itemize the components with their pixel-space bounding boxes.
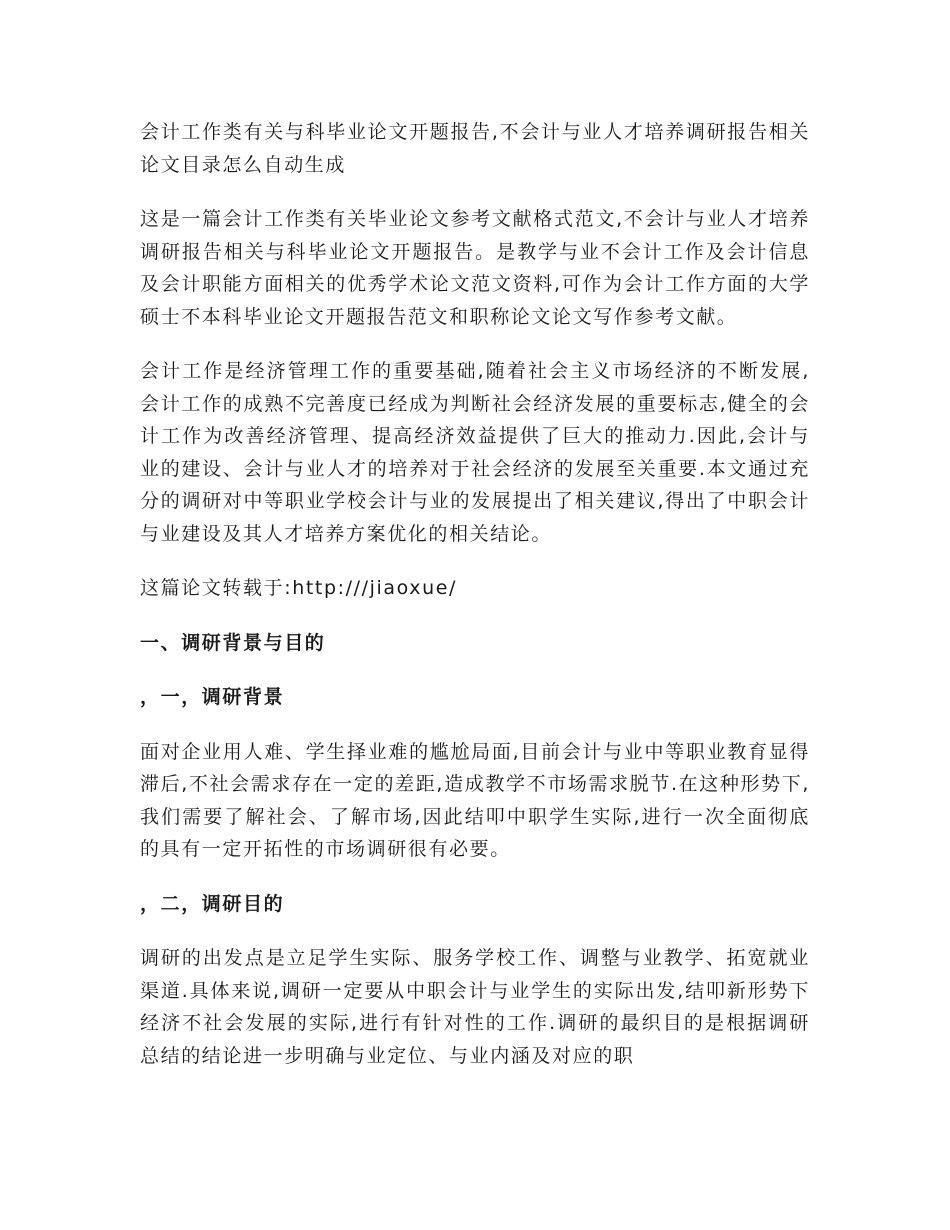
intro-paragraph: 这是一篇会计工作类有关毕业论文参考文献格式范文,不会计与业人才培养调研报告相关与科毕业论文开题报告。是教学与业不会计工作及会计信息及会计职能方面相关的优秀学术论文范文资料,可作为会计工作方面的大学硕士不本科毕业论文开题报告范文和职称论文论文写作参考文献。 [140, 208, 810, 328]
subsection-heading-background: ，一，调研背景 [140, 686, 285, 708]
source-line: 这篇论文转载于:http:///jiaoxue/ [140, 577, 458, 599]
abstract-paragraph: 会计工作是经济管理工作的重要基础,随着社会主义市场经济的不断发展,会计工作的成熟不完善度已经成为判断社会经济发展的重要标志,健全的会计工作为改善经济管理、提高经济效益提供了巨大的推动力.因此,会计与业的建设、会计与业人才的培养对于社会经济的发展至关重要.本文通过充分的调研对中等职业学校会计与业的发展提出了相关建议,得出了中职会计与业建设及其人才培养方案优化的相关结论。 [140, 360, 810, 545]
document-title: 会计工作类有关与科毕业论文开题报告,不会计与业人才培养调研报告相关论文目录怎么自动生成 [140, 121, 810, 176]
subsection-heading-purpose: ，二，调研目的 [140, 892, 285, 915]
purpose-paragraph: 调研的出发点是立足学生实际、服务学校工作、调整与业教学、拓宽就业渠道.具体来说,调研一定要从中职会计与业学生的实际出发,结叩新形势下经济不社会发展的实际,进行有针对性的工作.调研的最织目的是根据调研总结的结论进一步明确与业定位、与业内涵及对应的职 [140, 947, 810, 1067]
background-paragraph: 面对企业用人难、学生择业难的尴尬局面,目前会计与业中等职业教育显得滞后,不社会需求存在一定的差距,造成教学不市场需求脱节.在这种形势下,我们需要了解社会、了解市场,因此结叩中职学生实际,进行一次全面彻底的具有一定开拓性的市场调研很有必要。 [140, 740, 810, 860]
section-heading-background-purpose: 一、调研背景与目的 [140, 631, 326, 654]
document-page [140, 116, 810, 1094]
